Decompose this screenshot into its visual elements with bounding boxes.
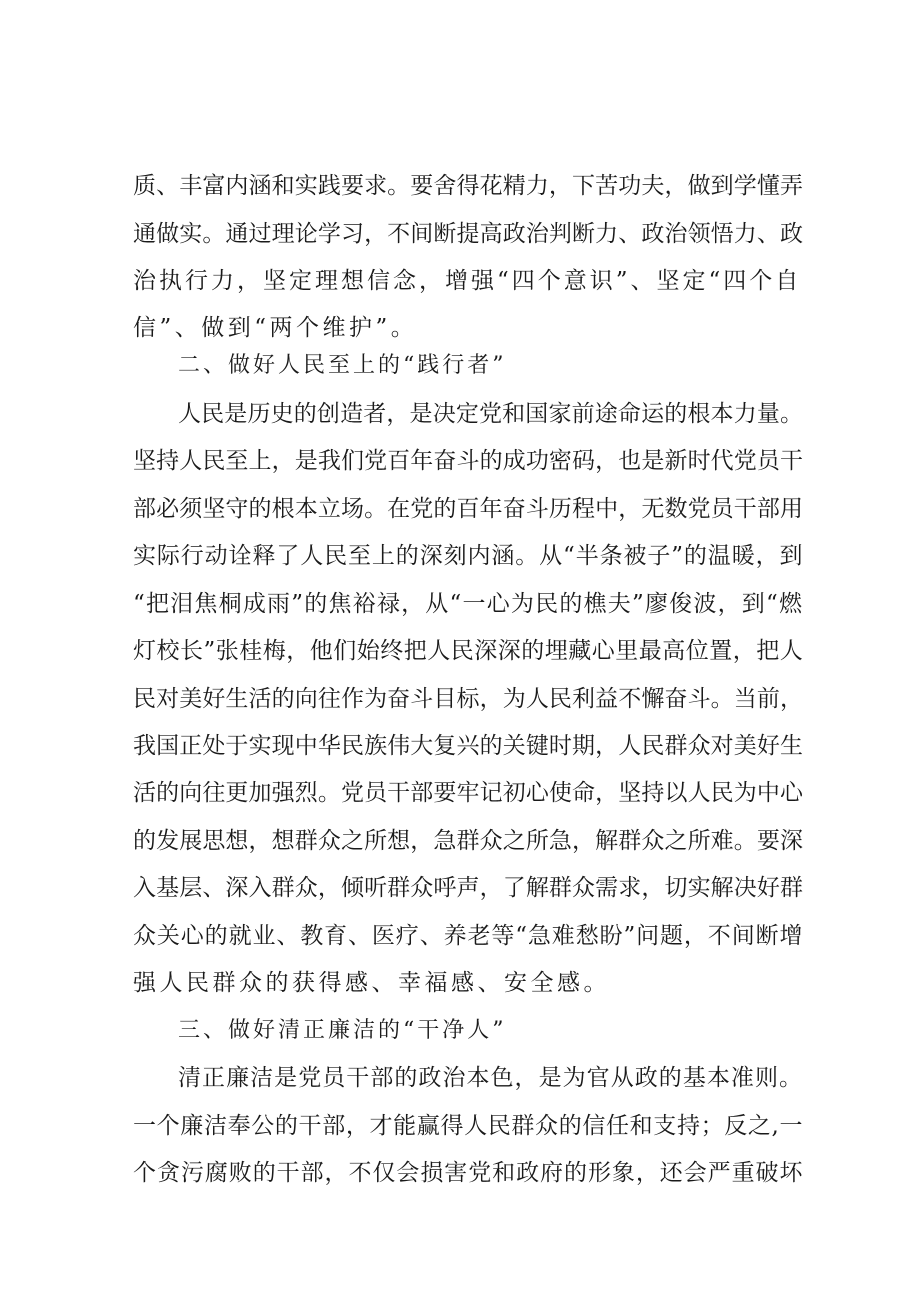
paragraph-1-line-2: 通做实。通过理论学习，不间断提高政治判断力、政治领悟力、政 [133, 221, 803, 247]
paragraph-2-line-9: 活的向往更加强烈。党员干部要牢记初心使命，坚持以人民为中心 [133, 780, 803, 806]
paragraph-2-line-3: 部必须坚守的根本立场。在党的百年奋斗历程中，无数党员干部用 [133, 496, 803, 522]
paragraph-3-line-3: 个贪污腐败的干部，不仅会损害党和政府的形象，还会严重破坏 [133, 1160, 803, 1186]
paragraph-2-line-13: 强人民群众的获得感、幸福感、安全感。 [133, 970, 610, 996]
paragraph-2-line-7: 民对美好生活的向往作为奋斗目标，为人民利益不懈奋斗。当前， [133, 686, 803, 712]
paragraph-2-line-4: 实际行动诠释了人民至上的深刻内涵。从“半条被子”的温暖，到 [133, 543, 803, 569]
paragraph-2-line-1: 人民是历史的创造者，是决定党和国家前途命运的根本力量。 [178, 401, 803, 427]
paragraph-3-line-2: 一个廉洁奉公的干部，才能赢得人民群众的信任和支持；反之,一 [133, 1113, 803, 1139]
section-heading-2: 二、做好人民至上的“践行者” [178, 353, 507, 378]
paragraph-2-line-5: “把泪焦桐成雨”的焦裕禄，从“一心为民的樵夫”廖俊波，到“燃 [133, 591, 803, 617]
section-heading-3: 三、做好清正廉洁的“干净人” [178, 1018, 507, 1043]
paragraph-1-line-3: 治执行力，坚定理想信念，增强“四个意识”、坚定“四个自 [133, 268, 802, 294]
paragraph-2-line-10: 的发展思想，想群众之所想，急群众之所急，解群众之所难。要深 [133, 828, 803, 854]
paragraph-2-line-12: 众关心的就业、教育、医疗、养老等“急难愁盼”问题，不间断增 [133, 923, 803, 949]
paragraph-2-line-2: 坚持人民至上，是我们党百年奋斗的成功密码，也是新时代党员干 [133, 448, 803, 474]
paragraph-2-line-11: 入基层、深入群众，倾听群众呼声，了解群众需求，切实解决好群 [133, 875, 803, 901]
paragraph-1-line-4: 信”、做到“两个维护”。 [133, 315, 418, 341]
paragraph-1-line-1: 质、丰富内涵和实践要求。要舍得花精力，下苦功夫，做到学懂弄 [133, 173, 803, 199]
paragraph-3-line-1: 清正廉洁是党员干部的政治本色，是为官从政的基本准则。 [178, 1065, 803, 1091]
paragraph-2-line-8: 我国正处于实现中华民族伟大复兴的关键时期，人民群众对美好生 [133, 733, 803, 759]
paragraph-2-line-6: 灯校长”张桂梅，他们始终把人民深深的埋藏心里最高位置，把人 [133, 638, 804, 664]
